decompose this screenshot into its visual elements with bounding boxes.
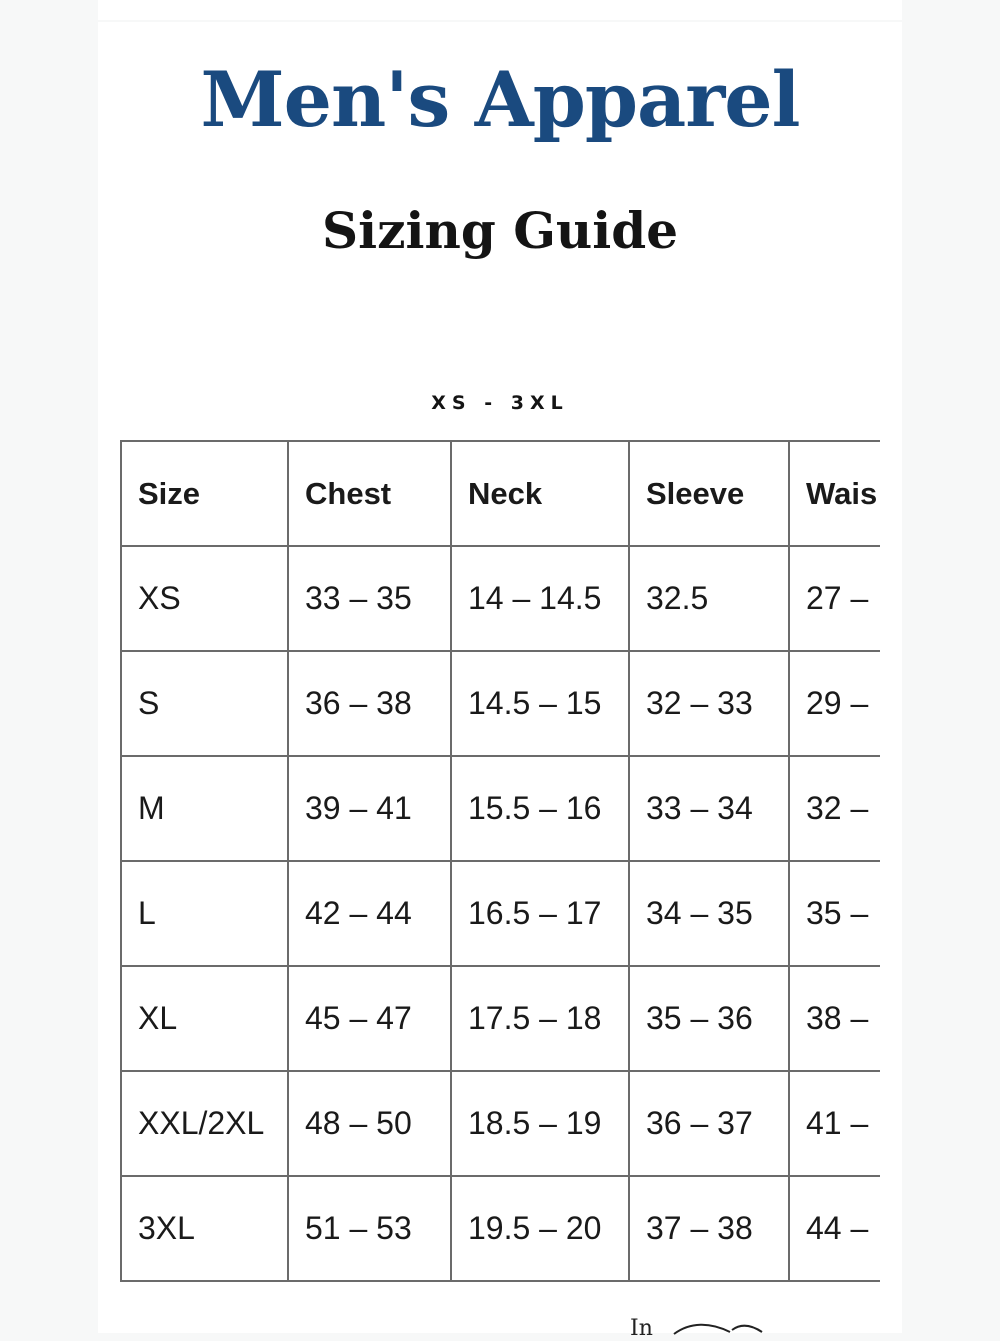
- table-row: [121, 1176, 880, 1281]
- table-header-row: [121, 441, 880, 546]
- cell-chest: 42 – 44: [288, 861, 451, 966]
- cell-size: XL: [121, 966, 288, 1071]
- cell-waist: 38 –: [789, 966, 880, 1071]
- cell-chest: 39 – 41: [288, 756, 451, 861]
- cell-chest: 48 – 50: [288, 1071, 451, 1176]
- footer-text: In: [630, 1316, 653, 1341]
- header-waist: Wais: [789, 441, 880, 546]
- table-row: [121, 1071, 880, 1176]
- cell-sleeve: 37 – 38: [629, 1176, 789, 1281]
- size-table: [120, 440, 880, 1282]
- top-strip: [98, 0, 902, 20]
- cell-sleeve: 32 – 33: [629, 651, 789, 756]
- cell-neck: 16.5 – 17: [451, 861, 629, 966]
- cell-neck: 14.5 – 15: [451, 651, 629, 756]
- table-row: [121, 966, 880, 1071]
- cell-chest: 51 – 53: [288, 1176, 451, 1281]
- cell-sleeve: 32.5: [629, 546, 789, 651]
- cell-waist: 44 –: [789, 1176, 880, 1281]
- cell-size: M: [121, 756, 288, 861]
- size-guide-page: [98, 22, 902, 1333]
- cell-sleeve: 35 – 36: [629, 966, 789, 1071]
- cell-neck: 15.5 – 16: [451, 756, 629, 861]
- cell-chest: 45 – 47: [288, 966, 451, 1071]
- cell-waist: 29 –: [789, 651, 880, 756]
- page-subtitle: Sizing Guide: [321, 201, 679, 260]
- header-size: Size: [121, 441, 288, 546]
- cell-waist: 41 –: [789, 1071, 880, 1176]
- table-row: [121, 546, 880, 651]
- size-table-container[interactable]: [120, 440, 880, 1294]
- cell-neck: 14 – 14.5: [451, 546, 629, 651]
- cell-size: 3XL: [121, 1176, 288, 1281]
- header-sleeve: Sleeve: [629, 441, 789, 546]
- cell-neck: 17.5 – 18: [451, 966, 629, 1071]
- table-row: [121, 651, 880, 756]
- cell-chest: 36 – 38: [288, 651, 451, 756]
- table-row: [121, 861, 880, 966]
- cell-waist: 35 –: [789, 861, 880, 966]
- cell-neck: 19.5 – 20: [451, 1176, 629, 1281]
- footer-partial-text: [630, 1316, 790, 1341]
- cell-chest: 33 – 35: [288, 546, 451, 651]
- cell-waist: 27 –: [789, 546, 880, 651]
- header-chest: Chest: [288, 441, 451, 546]
- footer-scribble-icon: [670, 1320, 770, 1336]
- header-neck: Neck: [451, 441, 629, 546]
- cell-waist: 32 –: [789, 756, 880, 861]
- cell-sleeve: 33 – 34: [629, 756, 789, 861]
- cell-sleeve: 34 – 35: [629, 861, 789, 966]
- size-range-label: XS - 3XL: [431, 392, 569, 414]
- cell-size: XXL/2XL: [121, 1071, 288, 1176]
- table-row: [121, 756, 880, 861]
- cell-neck: 18.5 – 19: [451, 1071, 629, 1176]
- cell-size: XS: [121, 546, 288, 651]
- cell-size: S: [121, 651, 288, 756]
- cell-size: L: [121, 861, 288, 966]
- cell-sleeve: 36 – 37: [629, 1071, 789, 1176]
- page-title: Men's Apparel: [200, 55, 800, 144]
